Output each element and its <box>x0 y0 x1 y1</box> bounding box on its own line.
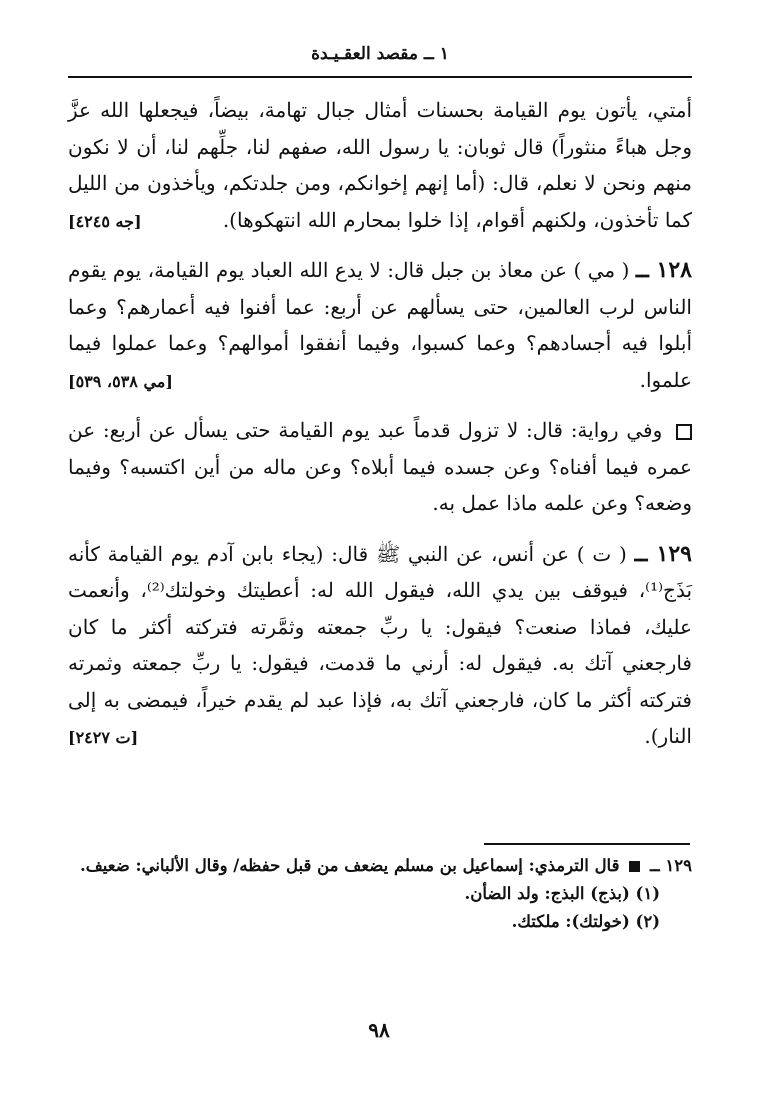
hadith-128 <box>68 252 692 398</box>
footnote-text: قال الترمذي: إسماعيل بن مسلم يضعف من قبل حفظه/ وقال الألباني: ضعيف. <box>79 856 620 875</box>
reference-citation: [ت ٢٤٢٧] <box>68 728 139 747</box>
footnote-prefix: ١٢٩ ــ <box>649 856 692 875</box>
paragraph-text: ( ت ) عن أنس، عن النبي ﷺ قال: (يجاء بابن آدم يوم القيامة كأنه بَذَج⁽¹⁾، فيوقف بين يدي الله، فيقول الله له: أعطيتك وخولتك⁽²⁾، وأنعمت عليك، فماذا صنعت؟ فيقول: يا ربِّ جمعته وثمَّرته فتركته أكثر ما كان فارجعني آتك به. فيقول له: أرني ما قدمت، فيقول: يا ربِّ جمعته وثمرته فتركته أكثر ما كان، فارجعني آتك به، فإذا عبد لم يقدم خيراً، فيمضى به إلى النار). <box>68 541 693 748</box>
paragraph-continuation <box>68 92 692 238</box>
footnote-2: (٢) (خولتك): ملكتك. <box>511 912 660 931</box>
hadith-number: ١٢٨ ــ <box>635 257 692 283</box>
reference-citation: [جه ٤٢٤٥] <box>68 211 142 231</box>
hadith-number: ١٢٩ ــ <box>634 540 692 567</box>
paragraph-text: وفي رواية: قال: لا تزول قدماً عبد يوم القيامة حتى يسأل عن أربع: عن عمره فيما أفناه؟ وعن جسده فيما أبلاه؟ وعن ماله من أين اكتسبه؟ وفيما وضعه؟ وعن علمه ماذا عمل به. <box>68 418 692 515</box>
hadith-128-variant <box>68 412 692 522</box>
paragraph-text: ( مي ) عن معاذ بن جبل قال: لا يدع الله العباد يوم القيامة، يوم يقوم الناس لرب العالمين، حتى يسألهم عن أربع: عما أفنوا فيه أعمارهم؟ وعما أبلوا فيه أجسادهم؟ وعما كسبوا، وفيما أنفقوا أموالهم؟ وعما عملوا فيما علموا. <box>68 258 692 392</box>
paragraph-text: أمتي، يأتون يوم القيامة بحسنات أمثال جبال تهامة، بيضاً، فيجعلها الله عزَّ وجل هباءً منثوراً) قال ثوبان: يا رسول الله، صفهم لنا، جلِّهم لنا، أن لا نكون منهم ونحن لا نعلم، قال: (أما إنهم إخوانكم، ومن جلدتكم، ويأخذون من الليل كما تأخذون، ولكنهم أقوام، إذا خلوا بمحارم الله انتهكوها). <box>68 98 692 232</box>
main-text <box>68 92 692 769</box>
filled-square-icon <box>629 861 640 872</box>
square-bullet-icon <box>676 424 692 440</box>
footnotes <box>68 852 692 936</box>
reference-citation: [مي ٥٣٨، ٥٣٩] <box>68 371 173 391</box>
header-rule <box>68 76 692 78</box>
footnote-rule <box>484 843 690 845</box>
footnote-main <box>68 852 692 880</box>
hadith-129 <box>68 536 692 755</box>
running-header: ١ ــ مقصد العقـيـدة <box>311 44 449 64</box>
footnote-1: (١) (بذج) البذج: ولد الضأن. <box>464 884 660 903</box>
page-number: ٩٨ <box>368 1018 390 1042</box>
